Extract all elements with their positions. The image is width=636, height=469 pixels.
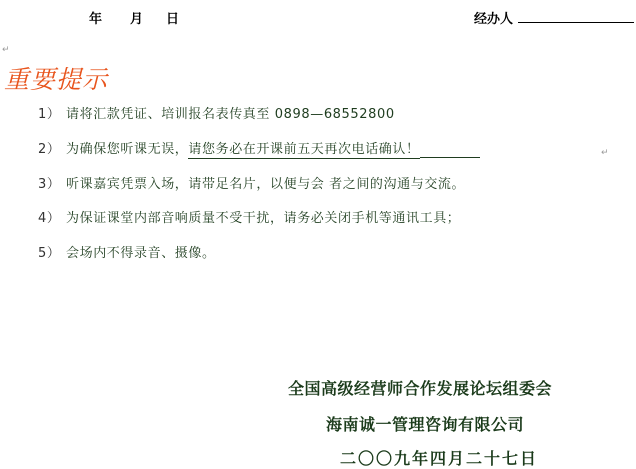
notice-item xyxy=(38,103,395,122)
notice-item-text: 为确保您听课无误， xyxy=(66,142,189,157)
date-year-label: 年 xyxy=(89,12,103,27)
notice-item xyxy=(38,138,480,158)
signature-date: 二〇〇九年四月二十七日 xyxy=(340,449,539,468)
date-day-label: 日 xyxy=(166,12,180,27)
notice-item-text: 听课嘉宾凭票入场，请带足名片，以便与会 者之间的沟通与交流。 xyxy=(66,177,466,192)
notice-item-number: 1） xyxy=(38,107,61,122)
notice-title: 重要提示 xyxy=(4,65,109,94)
notice-item-text: 请将汇款凭证、培训报名表传真至 0898—68552800 xyxy=(66,107,395,122)
handler-signature-line xyxy=(518,22,634,23)
notice-item-number: 5） xyxy=(38,246,61,261)
underline-trail xyxy=(420,145,480,158)
notice-item-text: 为保证课堂内部音响质量不受干扰，请务必关闭手机等通讯工具； xyxy=(66,211,461,226)
notice-item-number: 3） xyxy=(38,177,61,192)
notice-item-underlined-text: 请您务必在开课前五天再次电话确认！ xyxy=(188,142,420,157)
notice-item xyxy=(38,173,465,192)
notice-item-number: 4） xyxy=(38,211,61,226)
notice-item-text: 会场内不得录音、摄像。 xyxy=(66,246,216,261)
notice-item xyxy=(38,207,460,226)
notice-item-number: 2） xyxy=(38,142,61,157)
paragraph-mark-icon: ↵ xyxy=(2,45,10,55)
organizer-name: 全国高级经营师合作发展论坛组委会 xyxy=(288,379,553,398)
handler-label: 经办人 xyxy=(474,12,514,27)
company-name: 海南诚一管理咨询有限公司 xyxy=(326,415,525,434)
date-month-label: 月 xyxy=(130,12,144,27)
paragraph-mark-icon: ↵ xyxy=(601,148,609,158)
notice-item xyxy=(38,242,216,261)
